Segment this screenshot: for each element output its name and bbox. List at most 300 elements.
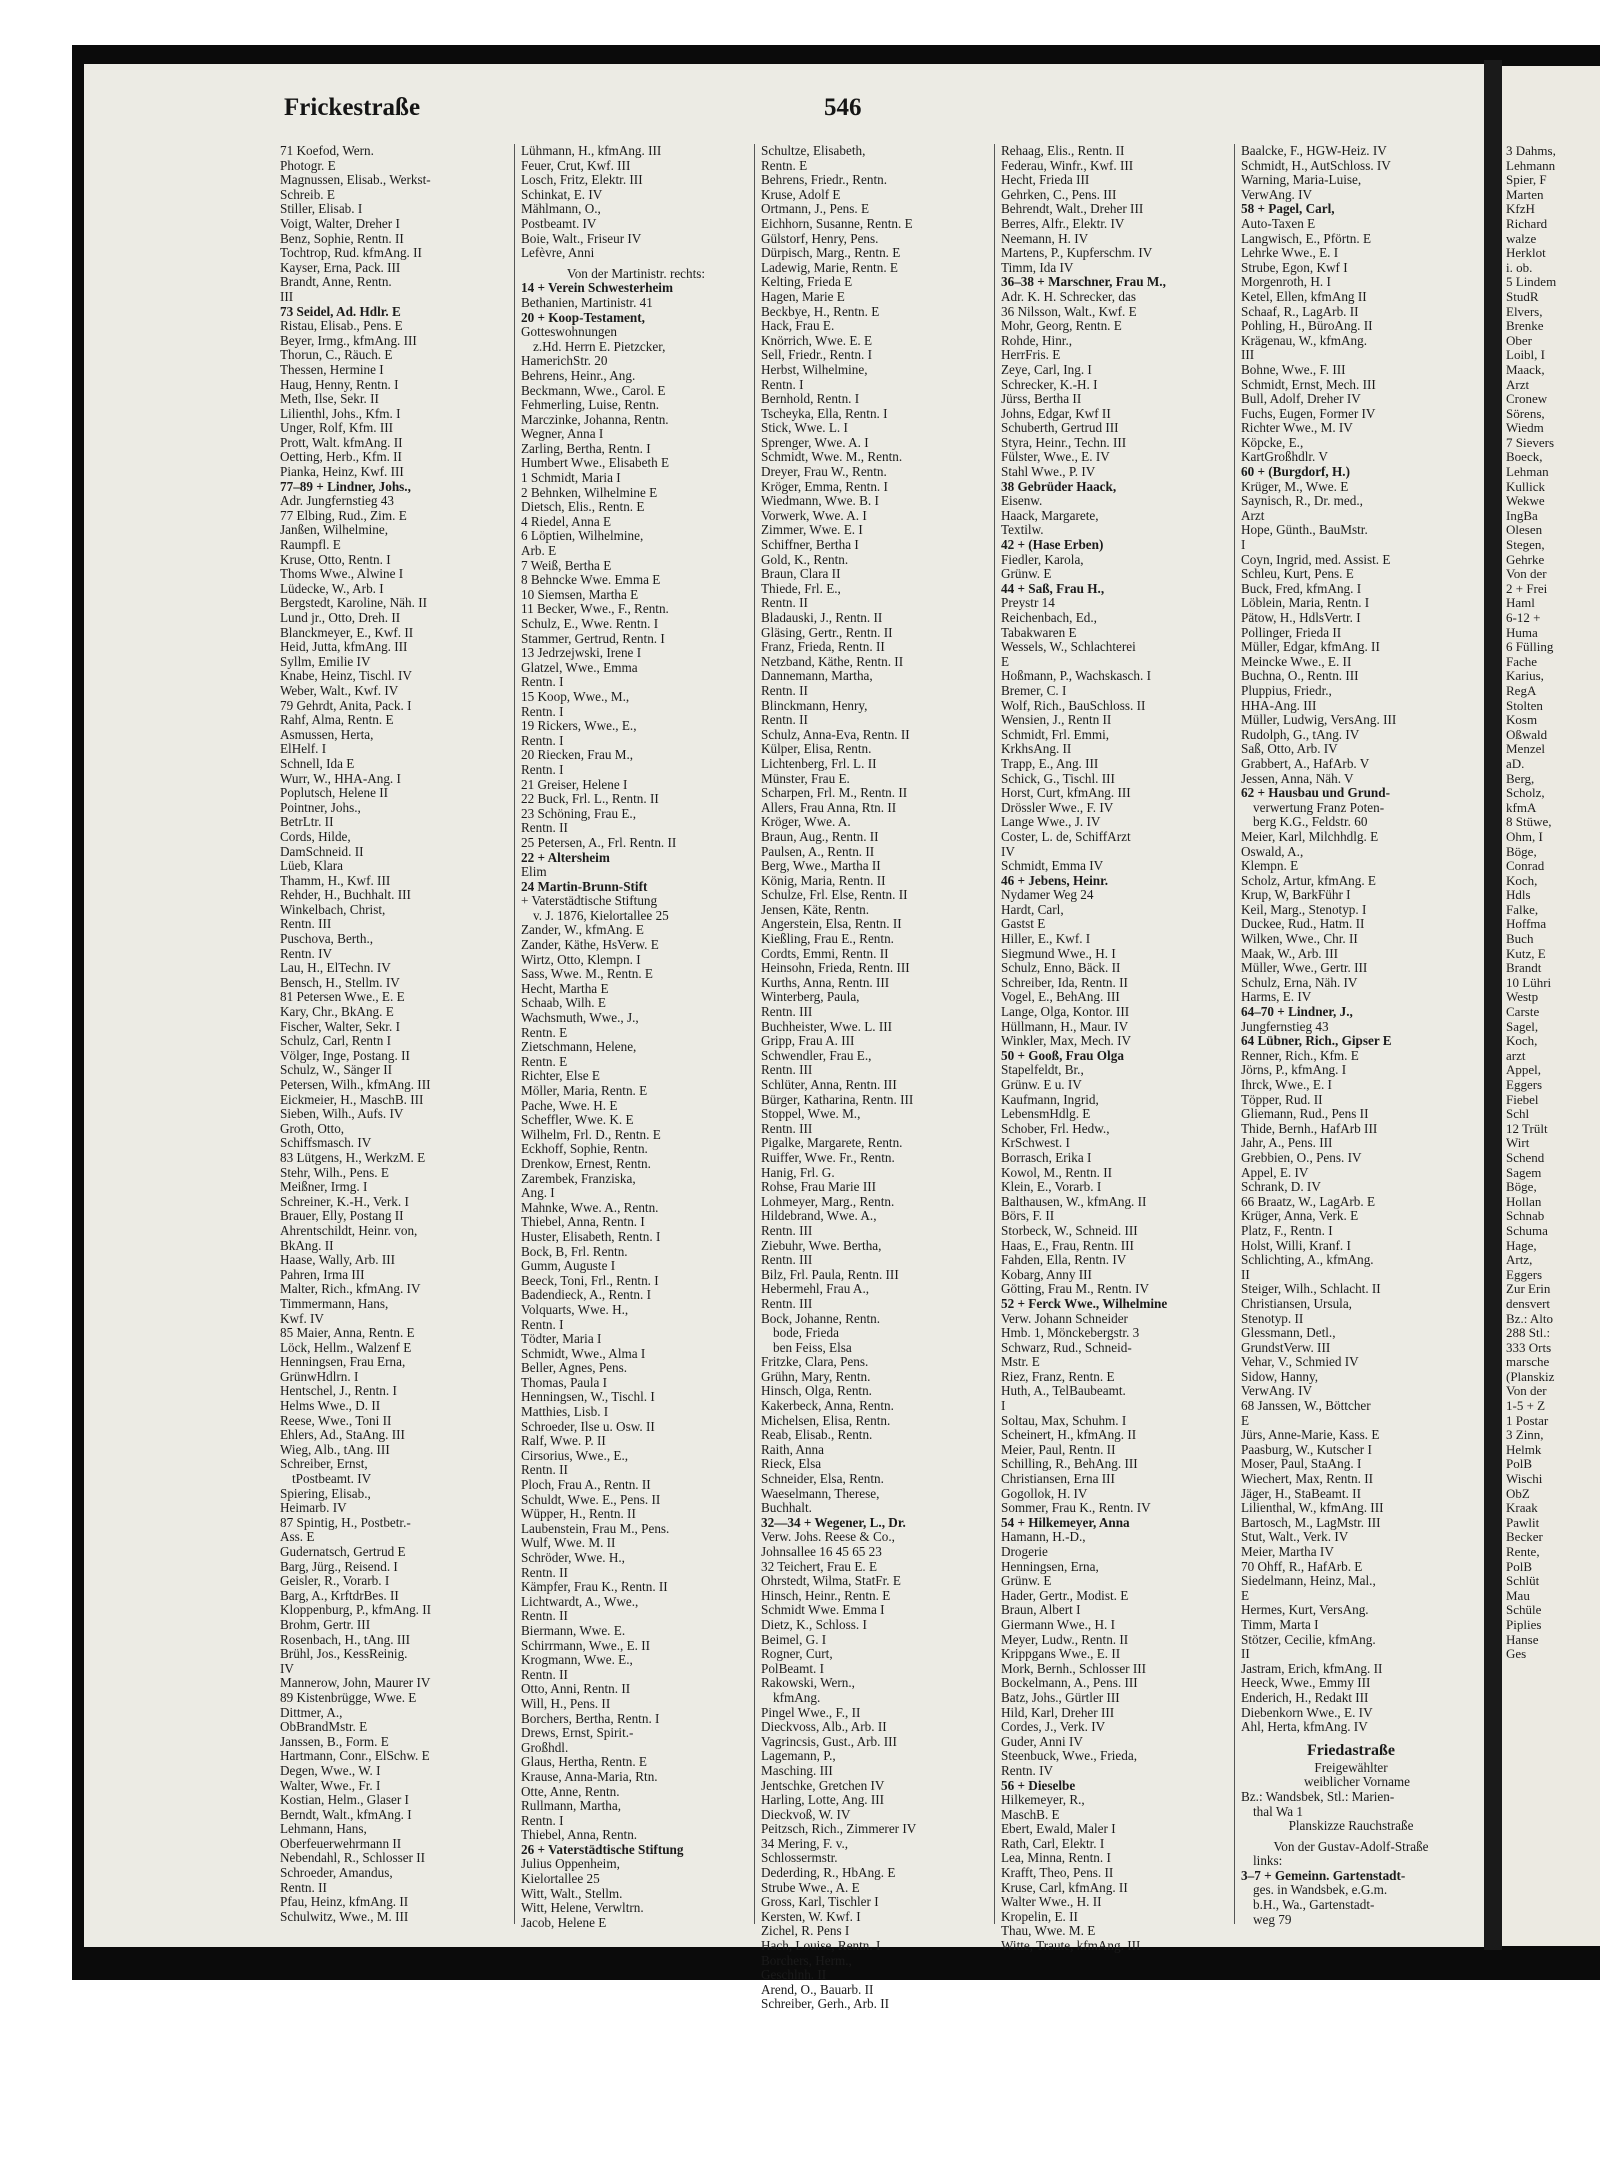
directory-entry: Ploch, Frau A., Rentn. II	[521, 1477, 651, 1493]
directory-entry: Dürpisch, Marg., Rentn. E	[761, 245, 901, 261]
next-page-entry: Lehman	[1506, 464, 1549, 480]
directory-entry: Stick, Wwe. L. I	[761, 420, 848, 436]
directory-entry: Gastst E	[1001, 916, 1046, 932]
directory-entry: ges. in Wandsbek, e.G.m.	[1253, 1882, 1388, 1898]
next-page-entry: Stegen,	[1506, 537, 1545, 553]
directory-entry: Brühl, Jos., KessReinig.	[280, 1646, 408, 1662]
directory-entry: Kostian, Helm., Glaser I	[280, 1792, 409, 1808]
directory-entry: Trapp, E., Ang. III	[1001, 755, 1099, 771]
directory-entry: Rath, Carl, Elektr. I	[1001, 1835, 1105, 1851]
directory-entry: Spiering, Elisab.,	[280, 1485, 371, 1501]
directory-entry: Behrens, Heinr., Ang.	[521, 367, 636, 383]
directory-entry: weg 79	[1253, 1911, 1292, 1927]
next-page-entry: Von der	[1506, 566, 1547, 582]
directory-entry: Gold, K., Rentn.	[761, 551, 849, 567]
next-page-entry: i. ob.	[1506, 259, 1533, 275]
directory-entry: Grebbien, O., Pens. IV	[1241, 1149, 1362, 1165]
directory-entry: Strube, Egon, Kwf I	[1241, 259, 1348, 275]
next-page-entry: Schüle	[1506, 1602, 1542, 1618]
directory-entry: Jörns, P., kfmAng. I	[1241, 1062, 1347, 1078]
directory-entry: Henningsen, Erna,	[1001, 1558, 1099, 1574]
directory-entry: 44 + Saß, Frau H.,	[1001, 580, 1105, 596]
next-page-entry: Kraak	[1506, 1500, 1538, 1516]
directory-entry: 42 + (Hase Erben)	[1001, 537, 1104, 553]
directory-entry: Pigalke, Margarete, Rentn.	[761, 1135, 903, 1151]
directory-entry: Janßen, Wilhelmine,	[280, 522, 388, 538]
directory-entry: Vehar, V., Schmied IV	[1241, 1354, 1359, 1370]
directory-entry: Müller, Ludwig, VersAng. III	[1241, 712, 1397, 728]
directory-entry: Glessmann, Detl.,	[1241, 1325, 1336, 1341]
directory-entry: Wessels, W., Schlachterei	[1001, 639, 1136, 655]
directory-entry: Will, H., Pens. II	[521, 1695, 611, 1711]
directory-entry: Martens, P., Kupferschm. IV	[1001, 245, 1153, 261]
next-page-entry: Zur Erin	[1506, 1281, 1551, 1297]
directory-entry: Morgenroth, H. I	[1241, 274, 1331, 290]
directory-entry: GrundstVerw. III	[1241, 1339, 1331, 1355]
directory-entry: Zander, Käthe, HsVerw. E	[521, 937, 659, 953]
directory-entry: Ass. E	[280, 1529, 315, 1545]
directory-entry: Jürs, Anne-Marie, Kass. E	[1241, 1427, 1380, 1443]
column-entries	[995, 144, 1235, 1954]
directory-entry: Dietz, K., Schloss. I	[761, 1616, 867, 1632]
directory-entry: Rentn. I	[521, 732, 564, 748]
directory-entry: Sieben, Wilh., Aufs. IV	[280, 1106, 404, 1122]
directory-entry: 52 + Ferck Wwe., Wilhelmine	[1001, 1295, 1168, 1311]
next-page-entry: Huma	[1506, 624, 1538, 640]
directory-entry: Pingel Wwe., F., II	[761, 1704, 861, 1720]
directory-entry: Christiansen, Erna III	[1001, 1471, 1115, 1487]
directory-entry: Harling, Lotte, Ang. III	[761, 1792, 885, 1808]
directory-entry: Soltau, Max, Schuhm. I	[1001, 1412, 1127, 1428]
directory-entry: Huth, A., TelBaubeamt.	[1001, 1383, 1126, 1399]
next-page-entry: IngBa	[1506, 507, 1538, 523]
directory-entry: Adr. K. H. Schrecker, das	[1001, 288, 1136, 304]
directory-entry: Schreib. E	[280, 186, 335, 202]
next-page-entry: Wekwe	[1506, 493, 1545, 509]
directory-entry: Bohne, Wwe., F. III	[1241, 361, 1346, 377]
directory-entry: PolBeamt. I	[761, 1660, 825, 1676]
directory-entry: Hach, Louise, Rentn. I	[761, 1938, 881, 1954]
next-page-entry: Stolten	[1506, 697, 1543, 713]
directory-entry: Elim	[521, 864, 547, 880]
directory-entry: Lau, H., ElTechn. IV	[280, 960, 391, 976]
directory-entry: Fiedler, Karola,	[1001, 551, 1084, 567]
directory-entry: Krup, W, BarkFühr I	[1241, 887, 1351, 903]
directory-entry: Mork, Bernh., Schlosser III	[1001, 1660, 1147, 1676]
next-page-entry: Olesen	[1506, 522, 1543, 538]
directory-entry: Wüpper, H., Rentn. II	[521, 1506, 636, 1522]
next-page-entry: Hollan	[1506, 1193, 1542, 1209]
directory-entry: Wiechert, Max, Rentn. II	[1241, 1471, 1374, 1487]
directory-entry: Badendieck, A., Rentn. I	[521, 1287, 652, 1303]
next-page-entry: Schlüt	[1506, 1573, 1540, 1589]
directory-entry: Beeck, Toni, Frl., Rentn. I	[521, 1272, 659, 1288]
directory-entry: Groth, Otto,	[280, 1120, 345, 1136]
directory-entry: Berndt, Walt., kfmAng. I	[280, 1806, 412, 1822]
directory-entry: Jahr, A., Pens. III	[1241, 1135, 1333, 1151]
next-page-entry: Loibl, I	[1506, 347, 1545, 363]
directory-entry: Kowol, M., Rentn. II	[1001, 1164, 1112, 1180]
next-page-entry: Sagem	[1506, 1164, 1542, 1180]
next-page-entry: Hdls	[1506, 887, 1531, 903]
next-page-entry: Brandt	[1506, 960, 1542, 976]
directory-entry: 46 + Jebens, Heinr.	[1001, 872, 1109, 888]
directory-entry: 8 Behncke Wwe. Emma E	[521, 572, 661, 588]
directory-entry: Auto-Taxen E	[1241, 215, 1316, 231]
directory-entry: Drössler Wwe., F. IV	[1001, 799, 1114, 815]
directory-entry: 64–70 + Lindner, J.,	[1241, 1004, 1353, 1020]
directory-entry: Hüllmann, H., Maur. IV	[1001, 1018, 1129, 1034]
directory-entry: Gotteswohnungen	[521, 324, 617, 340]
directory-entry: Völger, Inge, Postang. II	[280, 1047, 410, 1063]
directory-entry: Eichhorn, Susanne, Rentn. E	[761, 215, 913, 231]
directory-entry: Gudernatsch, Gertrud E	[280, 1544, 406, 1559]
directory-entry: Geisler, R., Vorarb. I	[280, 1573, 390, 1589]
next-page-entry: Scholz,	[1506, 785, 1545, 801]
directory-entry: Franz, Frieda, Rentn. II	[761, 639, 885, 655]
directory-entry: Ortmann, J., Pens. E	[761, 201, 870, 217]
directory-entry: Schreiber, Ida, Rentn. II	[1001, 974, 1128, 990]
directory-entry: Kämpfer, Frau K., Rentn. II	[521, 1579, 668, 1595]
directory-entry: Laubenstein, Frau M., Pens.	[521, 1520, 670, 1536]
directory-entry: Gülstorf, Henry, Pens.	[761, 230, 879, 246]
directory-entry: Schulz, Carl, Rentn I	[280, 1033, 391, 1049]
directory-entry: 6 Löptien, Wilhelmine,	[521, 528, 644, 544]
directory-entry: Kröger, Emma, Rentn. I	[761, 478, 888, 494]
directory-entry: Rentn. III	[761, 1295, 813, 1311]
directory-entry: Glaus, Hertha, Rentn. E	[521, 1754, 647, 1770]
directory-entry: Schlichting, A., kfmAng.	[1241, 1252, 1374, 1268]
next-page-entry: Pawlit	[1506, 1514, 1540, 1530]
directory-entry: Unger, Rolf, Kfm. III	[280, 420, 394, 436]
directory-entry: Braun, Albert I	[1001, 1602, 1081, 1618]
directory-entry: 11 Becker, Wwe., F., Rentn.	[521, 601, 669, 617]
directory-entry: Enderich, H., Redakt III	[1241, 1689, 1369, 1705]
directory-entry: 25 Petersen, A., Frl. Rentn. II	[521, 834, 677, 850]
next-page-entry: 2 + Frei	[1506, 580, 1548, 596]
directory-entry: Siegmund Wwe., H. I	[1001, 945, 1116, 961]
directory-entry: Strube Wwe., A. E	[761, 1879, 860, 1895]
directory-entry: 19 Rickers, Wwe., E.,	[521, 718, 637, 734]
directory-entry: Haas, E., Frau, Rentn. III	[1001, 1237, 1134, 1253]
next-page-entry: Helmk	[1506, 1441, 1542, 1457]
directory-entry: Rieck, Elsa	[761, 1456, 822, 1472]
directory-entry: Hebermehl, Frau A.,	[761, 1281, 870, 1297]
column-entries	[1235, 144, 1465, 1927]
directory-entry: Knabe, Heinz, Tischl. IV	[280, 668, 412, 684]
directory-entry: Dietsch, Elis., Rentn. E	[521, 499, 645, 515]
next-page-entry: Oßwald	[1506, 726, 1548, 742]
next-page-entry: Eggers	[1506, 1077, 1543, 1092]
directory-entry: Winterberg, Paula,	[761, 989, 860, 1005]
directory-entry: Rohse, Frau Marie III	[761, 1179, 876, 1195]
directory-entry: Thide, Bernh., HafArb III	[1241, 1120, 1378, 1136]
directory-entry: Braun, Clara II	[761, 566, 841, 582]
directory-entry: 21 Greiser, Helene I	[521, 776, 628, 792]
directory-entry: Zarling, Bertha, Rentn. I	[521, 440, 651, 456]
directory-entry: Hecht, Martha E	[521, 980, 609, 996]
directory-page	[84, 64, 1484, 2012]
directory-entry: Kruse, Otto, Rentn. I	[280, 551, 391, 567]
directory-entry: 36 Nilsson, Walt., Kwf. E	[1001, 303, 1137, 319]
directory-entry: 87 Spintig, H., Postbetr.-	[280, 1514, 411, 1530]
directory-column-3	[754, 143, 995, 2012]
directory-entry: v. J. 1876, Kielortallee 25	[533, 907, 669, 923]
directory-entry: Hermes, Kurt, VersAng.	[1241, 1602, 1369, 1618]
directory-entry: Ebert, Ewald, Maler I	[1001, 1821, 1116, 1837]
directory-entry: Ladewig, Marie, Rentn. E	[761, 259, 898, 275]
directory-entry: Rentn. E	[521, 1053, 568, 1069]
page-header	[284, 94, 1464, 134]
directory-entry: Hope, Günth., BauMstr.	[1241, 522, 1368, 538]
directory-entry: Bull, Adolf, Dreher IV	[1241, 391, 1361, 407]
directory-entry: Neemann, H. IV	[1001, 230, 1089, 246]
directory-entry: Thiebel, Anna, Rentn. I	[521, 1214, 645, 1230]
directory-entry: Textilw.	[1001, 522, 1044, 538]
directory-entry: Gehrken, C., Pens. III	[1001, 186, 1117, 202]
directory-entry: Brohm, Gertr. III	[280, 1616, 371, 1632]
next-page-entry: PolB	[1506, 1456, 1533, 1472]
directory-entry: Rentn. II	[521, 1462, 568, 1478]
directory-entry: Ristau, Elisab., Pens. E	[280, 318, 403, 334]
directory-entry: Herbst, Wilhelmine,	[761, 361, 868, 377]
directory-entry: I	[1001, 1398, 1006, 1414]
next-page-entry: marsche	[1506, 1354, 1550, 1370]
directory-entry: Mohr, Georg, Rentn. E	[1001, 318, 1122, 334]
directory-entry: Gripp, Frau A. III	[761, 1033, 855, 1049]
directory-entry: Hartmann, Conr., ElSchw. E	[280, 1748, 430, 1764]
directory-entry: Raith, Anna	[761, 1441, 825, 1457]
directory-entry: Bock, Johanne, Rentn.	[761, 1310, 881, 1326]
next-page-entry: Richard	[1506, 215, 1548, 231]
directory-entry: 79 Gehrdt, Anita, Pack. I	[280, 697, 412, 713]
directory-entry: Hagen, Marie E	[761, 288, 845, 304]
column-entries	[515, 144, 755, 1930]
directory-entry: Schmidt, Wwe. M., Rentn.	[761, 449, 903, 465]
directory-entry: Witte, Traute, kfmAng. III	[1001, 1938, 1141, 1954]
directory-entry: 38 Gebrüder Haack,	[1001, 478, 1117, 494]
directory-entry: König, Maria, Rentn. II	[761, 872, 886, 888]
directory-entry: Pointner, Johs.,	[280, 799, 361, 815]
next-page-entry: 7 Sievers	[1506, 434, 1555, 450]
directory-entry: Hecht, Frieda III	[1001, 172, 1090, 188]
directory-entry: Schulz, E., Wwe. Rentn. I	[521, 616, 659, 631]
directory-entry: Wirtz, Otto, Klempn. I	[521, 951, 641, 967]
directory-entry: Lilienthl, Johs., Kfm. I	[280, 405, 401, 421]
directory-entry: Platz, F., Rentn. I	[1241, 1222, 1333, 1238]
next-page-entry: PolB	[1506, 1558, 1533, 1574]
directory-entry: Thiebel, Anna, Rentn.	[521, 1827, 638, 1843]
directory-entry: Meier, Martha IV	[1241, 1544, 1334, 1559]
next-page-entry: StudR	[1506, 288, 1539, 304]
directory-entry: Johnsallee 16 45 65 23	[761, 1544, 882, 1559]
directory-entry: Pollinger, Frieda II	[1241, 624, 1342, 640]
directory-entry: Photogr. E	[280, 157, 336, 173]
directory-entry: Verw. Johs. Reese & Co.,	[761, 1529, 895, 1545]
directory-entry: 13 Jedrzejwski, Irene I	[521, 645, 642, 661]
directory-entry: 20 Riecken, Frau M.,	[521, 747, 634, 763]
directory-entry: Gliemann, Rud., Pens II	[1241, 1106, 1369, 1122]
directory-entry: Ang. I	[521, 1185, 555, 1201]
next-page-entry: Wirt	[1506, 1135, 1530, 1151]
next-page-entry: Maack,	[1506, 361, 1545, 377]
directory-entry: Preystr 14	[1001, 595, 1055, 611]
directory-entry: 36–38 + Marschner, Frau M.,	[1001, 274, 1166, 290]
directory-entry: Stut, Walt., Verk. IV	[1241, 1529, 1349, 1545]
directory-entry: Lagemann, P.,	[761, 1748, 836, 1764]
directory-entry: Heeck, Wwe., Emmy III	[1241, 1675, 1371, 1691]
directory-entry: b.H., Wa., Gartenstadt-	[1253, 1897, 1375, 1913]
directory-entry: Berres, Alfr., Elektr. IV	[1001, 215, 1125, 231]
directory-entry: Lund jr., Otto, Dreh. II	[280, 610, 401, 625]
directory-entry: Pianka, Heinz, Kwf. III	[280, 464, 404, 480]
directory-entry: Renner, Rich., Kfm. E	[1241, 1047, 1359, 1063]
directory-entry: Thiede, Frl. E.,	[761, 580, 841, 596]
next-page-entry: Schend	[1506, 1149, 1545, 1165]
directory-entry: Gross, Karl, Tischler I	[761, 1894, 879, 1910]
directory-entry: Krogmann, Wwe. E.,	[521, 1652, 633, 1668]
directory-entry: Müller, Wwe., Gertr. III	[1241, 960, 1368, 976]
next-page-entry: (Planskiz	[1506, 1368, 1555, 1384]
directory-entry: Dederding, R., HbAng. E	[761, 1865, 896, 1881]
directory-entry: Henningsen, W., Tischl. I	[521, 1389, 655, 1405]
street-name-heading: Frickestraße	[284, 94, 421, 121]
directory-entry: Prott, Walt. kfmAng. II	[280, 434, 403, 450]
directory-entry: 32—34 + Wegener, L., Dr.	[761, 1514, 906, 1530]
directory-entry: Ziebuhr, Wwe. Bertha,	[761, 1237, 882, 1253]
directory-entry: Braun, Aug., Rentn. II	[761, 828, 879, 844]
directory-entry: Wiedmann, Wwe. B. I	[761, 493, 879, 509]
directory-entry: E	[1241, 1587, 1250, 1603]
directory-entry: Holst, Willi, Kranf. I	[1241, 1237, 1351, 1253]
directory-entry: Rentn. E	[521, 1024, 568, 1040]
directory-entry: Sass, Wwe. M., Rentn. E	[521, 966, 653, 982]
directory-entry: 56 + Dieselbe	[1001, 1777, 1076, 1793]
next-page-entry: Sagel,	[1506, 1018, 1539, 1034]
directory-entry: Beckmann, Wwe., Carol. E	[521, 382, 666, 398]
directory-entry: Heimarb. IV	[280, 1500, 347, 1516]
directory-entry: Masching. III	[761, 1762, 833, 1778]
directory-entry: Pfau, Heinz, kfmAng. II	[280, 1894, 409, 1910]
directory-entry: Möller, Maria, Rentn. E	[521, 1083, 648, 1098]
directory-entry: Lohmeyer, Marg., Rentn.	[761, 1193, 895, 1209]
directory-entry: E	[1001, 653, 1010, 669]
directory-entry: Biermann, Wwe. E.	[521, 1622, 626, 1638]
directory-entry: Rentn. III	[761, 1062, 813, 1078]
directory-entry: Ahl, Herta, kfmAng. IV	[1241, 1719, 1368, 1735]
page-number: 546	[824, 94, 862, 121]
directory-entry: Diebenkorn Wwe., E. IV	[1241, 1704, 1373, 1720]
directory-entry: Schlüter, Anna, Rentn. III	[761, 1077, 897, 1092]
directory-entry: Allers, Frau Anna, Rtn. II	[761, 799, 897, 815]
next-page-entry: Berg,	[1506, 770, 1535, 786]
directory-entry: Moser, Paul, StaAng. I	[1241, 1456, 1362, 1472]
directory-entry: Rentn. II	[521, 1666, 568, 1682]
directory-entry: Waeselmann, Therese,	[761, 1485, 880, 1501]
directory-entry: II	[1241, 1646, 1250, 1662]
next-page-entry: Carste	[1506, 1004, 1540, 1020]
directory-columns	[274, 143, 1474, 2012]
directory-entry: 70 Ohff, R., HafArb. E	[1241, 1558, 1363, 1574]
directory-entry: Schnell, Ida E	[280, 755, 355, 771]
directory-entry: Hilkemeyer, R.,	[1001, 1792, 1085, 1808]
directory-entry: Meincke Wwe., E. II	[1241, 653, 1352, 669]
directory-entry: Schmidt, Frl. Emmi,	[1001, 726, 1110, 742]
directory-entry: Eckhoff, Sophie, Rentn.	[521, 1141, 648, 1157]
next-page-entry: Sörens,	[1506, 405, 1545, 421]
directory-entry: 15 Koop, Wwe., M.,	[521, 688, 630, 704]
directory-entry: Rehaag, Elis., Rentn. II	[1001, 143, 1125, 158]
next-page-entry: 3 Dahms,	[1506, 143, 1556, 158]
directory-entry: Schmidt Wwe. Emma I	[761, 1602, 885, 1618]
directory-entry: Meth, Ilse, Sekr. II	[280, 391, 379, 407]
directory-entry: Beyer, Irmg., kfmAng. III	[280, 332, 417, 348]
directory-entry: Jungfernstieg 43	[1241, 1018, 1329, 1034]
directory-entry: Ahrentschildt, Heinr. von,	[280, 1222, 418, 1238]
directory-entry: Dieckvoß, W. IV	[761, 1806, 851, 1822]
next-page-entry: Schuma	[1506, 1222, 1548, 1238]
directory-entry: Kröger, Wwe. A.	[761, 814, 851, 830]
directory-entry: Borchers, Bertha, Rentn. I	[521, 1710, 660, 1726]
next-page-entry: Marten	[1506, 186, 1544, 202]
directory-entry: Hamann, H.-D.,	[1001, 1529, 1086, 1545]
next-page-entry: Böge,	[1506, 843, 1537, 859]
directory-entry: Krüger, Anna, Verk. E	[1241, 1208, 1359, 1224]
directory-column-1	[274, 144, 514, 1924]
directory-entry: 1 Schmidt, Maria I	[521, 470, 621, 486]
directory-entry: Kaufmann, Ingrid,	[1001, 1091, 1099, 1107]
directory-entry: Rentn. II	[761, 712, 808, 728]
directory-entry: Haug, Henny, Rentn. I	[280, 376, 399, 392]
directory-entry: Kersten, W. Kwf. I	[761, 1908, 861, 1924]
directory-entry: Styra, Heinr., Techn. III	[1001, 434, 1127, 450]
directory-entry: Schulz, Enno, Bäck. II	[1001, 960, 1121, 976]
directory-entry: Fahden, Ella, Rentn. IV	[1001, 1252, 1127, 1268]
directory-entry: Thoms Wwe., Alwine I	[280, 566, 404, 582]
directory-entry: berg K.G., Feldstr. 60	[1253, 814, 1368, 830]
directory-entry: Batz, Johs., Gürtler III	[1001, 1689, 1120, 1705]
directory-entry: Fischer, Walter, Sekr. I	[280, 1018, 400, 1034]
directory-entry: Krafft, Theo, Pens. II	[1001, 1865, 1114, 1881]
directory-entry: Giermann Wwe., H. I	[1001, 1616, 1116, 1632]
next-page-entry: Becker	[1506, 1529, 1543, 1545]
directory-entry: Walter, Wwe., Fr. I	[280, 1777, 381, 1793]
directory-entry: Ralf, Wwe. P. II	[521, 1433, 606, 1449]
directory-entry: Rullmann, Martha,	[521, 1798, 621, 1814]
directory-entry: Kloppenburg, P., kfmAng. II	[280, 1602, 432, 1618]
directory-entry: Stammer, Gertrud, Rentn. I	[521, 630, 665, 646]
directory-entry: Baalcke, F., HGW-Heiz. IV	[1241, 143, 1387, 158]
directory-entry: Weber, Walt., Kwf. IV	[280, 682, 399, 698]
directory-entry: Rentn. IV	[1001, 1762, 1054, 1778]
directory-entry: Wensien, J., Rentn II	[1001, 712, 1112, 728]
directory-entry: Thamm, H., Kwf. III	[280, 872, 391, 888]
directory-entry: Harms, E. IV	[1241, 989, 1312, 1005]
directory-entry: Hiller, E., Kwf. I	[1001, 931, 1091, 947]
directory-entry: Geschlnh. II	[761, 1967, 827, 1983]
directory-entry: Hinsch, Heinr., Rentn. E	[761, 1587, 891, 1603]
directory-entry: Maak, W., Arb. III	[1241, 945, 1339, 961]
directory-entry: Bz.: Wandsbek, Stl.: Marien-	[1241, 1788, 1395, 1804]
directory-entry: Stehr, Wilh., Pens. E	[280, 1164, 389, 1180]
directory-entry: Angerstein, Elsa, Rentn. II	[761, 916, 902, 932]
directory-entry: Schreiber, Ernst,	[280, 1456, 368, 1472]
directory-entry: Gogollok, H. IV	[1001, 1485, 1088, 1501]
directory-entry: 3–7 + Gemeinn. Gartenstadt-	[1241, 1867, 1406, 1883]
directory-entry: Bilz, Frl. Paula, Rentn. III	[761, 1266, 899, 1282]
directory-entry: Blinckmann, Henry,	[761, 697, 868, 713]
directory-entry: Christiansen, Ursula,	[1241, 1295, 1352, 1311]
